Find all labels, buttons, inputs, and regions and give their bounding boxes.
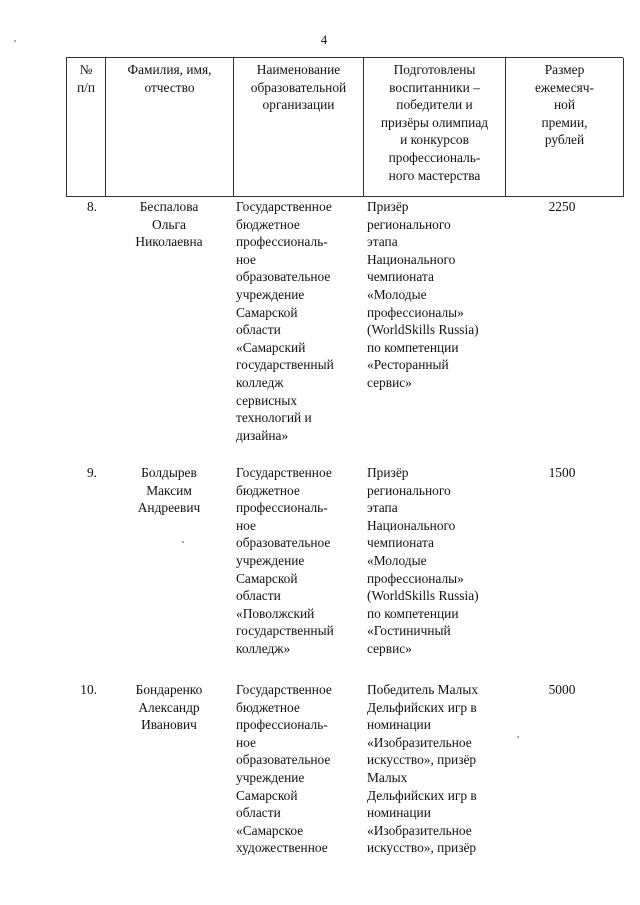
row-full-name: Беспалова Ольга Николаевна [135,199,203,250]
row-achievement: Победитель Малых Дельфийских игр в номинации «Изобразительное искусство», призёр Малых Дельфийских игр в номинации «Изобразительное искусство», призёр [367,682,479,856]
row-organization: Государственное бюджетное профессиональ- ное образовательное учреждение Самарской области «Самарский государственный колледж сервисных технологий и дизайна» [236,199,334,443]
header-full-name: Фамилия, имя, отчество [106,58,234,197]
row-full-name: Болдырев Максим Андреевич [137,465,201,516]
row-achievement: Призёр регионального этапа Национального чемпионата «Молодые профессионалы» (WorldSkills Russia) по компетенции «Гостиничный сервис» [367,465,479,656]
row-number: 9. [86,465,97,480]
row-organization: Государственное бюджетное профессиональ- ное образовательное учреждение Самарской области «Поволжский государственный колледж» [236,465,334,656]
row-bonus-amount: 2250 [548,199,576,214]
scan-speck [517,736,519,738]
row-bonus-amount: 1500 [548,465,576,480]
header-bonus-amount: Размер ежемесяч- ной премии, рублей [506,58,624,197]
row-bonus-amount: 5000 [548,682,576,697]
row-number: 10. [80,682,97,697]
header-achievements: Подготовлены воспитанники – победители и призёры олимпиад и конкурсов профессиональ- ного мастерства [364,58,506,197]
header-organization: Наименование образовательной организации [234,58,364,197]
scan-speck [14,40,16,42]
scan-speck [182,541,184,543]
row-achievement: Призёр регионального этапа Национального чемпионата «Молодые профессионалы» (WorldSkills Russia) по компетенции «Ресторанный сервис» [367,199,479,390]
row-full-name: Бондаренко Александр Иванович [135,682,203,733]
row-organization: Государственное бюджетное профессиональ- ное образовательное учреждение Самарской области «Самарское художественное [236,682,332,856]
table-header [66,57,623,197]
header-number: № п/п [67,58,106,197]
page-number: 4 [320,32,328,47]
row-number: 8. [86,199,97,214]
